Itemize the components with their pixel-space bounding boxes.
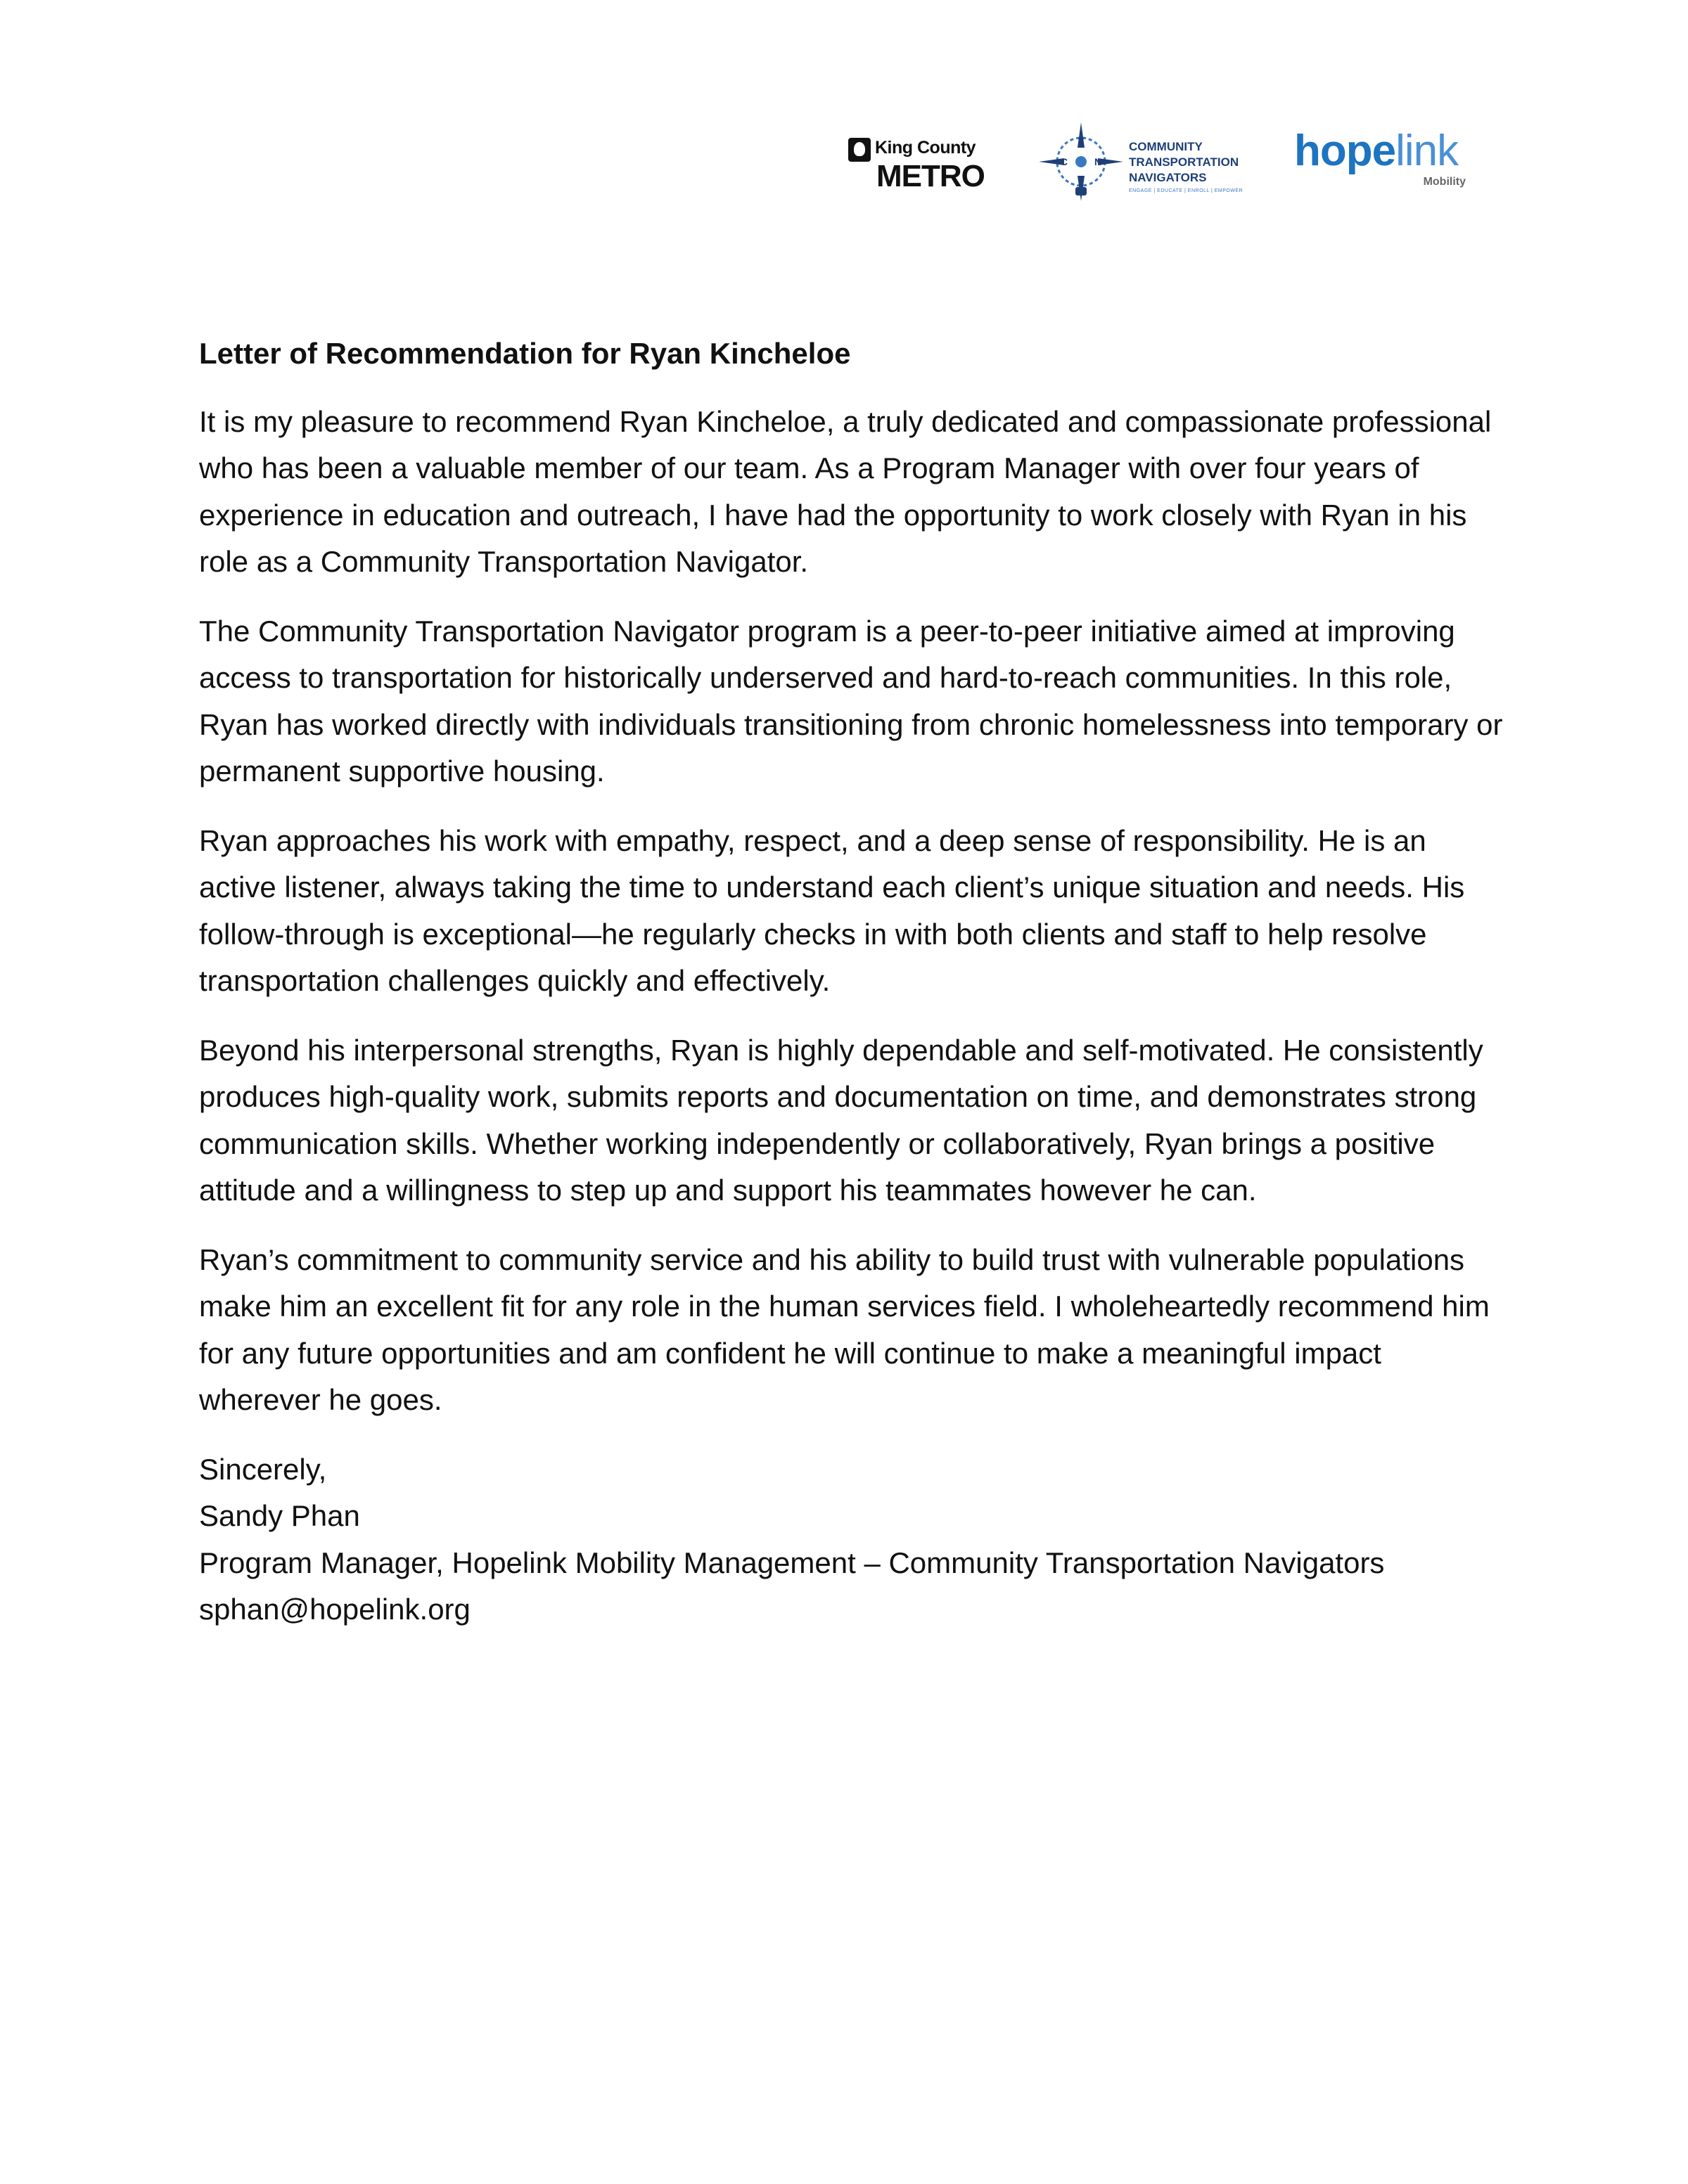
ctn-logo-text — [1129, 139, 1239, 186]
ctn-letter-n: N — [1094, 156, 1102, 167]
letter-paragraph: Ryan approaches his work with empathy, respect, and a deep sense of responsibility. He is an active listener, always taking the time to understand each client’s unique situation and needs. His follow-through is exceptional—he regularly checks in with both clients and staff to help resolve transportation challenges quickly and effectively. — [199, 823, 1465, 997]
king-county-crest-icon — [848, 138, 871, 162]
ctn-line-community: COMMUNITY — [1129, 140, 1203, 153]
letter-paragraph: Beyond his interpersonal strengths, Ryan is highly dependable and self-motivated. He consistently produces high-quality work, submits reports and documentation on time, and demonstrates strong communication skills. Whether working independently or collaboratively, Ryan brings a positive attitude and a willingness to step up and support his teammates however he can. — [199, 1033, 1483, 1207]
signer-name: Sandy Phan — [199, 1499, 360, 1532]
signer-email: sphan@hopelink.org — [199, 1593, 471, 1626]
hopelink-wordmark — [1294, 127, 1458, 176]
hopelink-wordmark-bold: hope — [1294, 127, 1396, 175]
letter-title: Letter of Recommendation for Ryan Kincheloe — [199, 337, 851, 370]
closing: Sincerely, — [199, 1452, 327, 1486]
ctn-line-transportation: TRANSPORTATION — [1129, 155, 1239, 169]
hopelink-mobility-label: Mobility — [1423, 176, 1466, 188]
community-transportation-navigators-logo — [1037, 120, 1262, 204]
king-county-logo-text: King County — [875, 138, 976, 158]
recommendation-letter — [199, 330, 1507, 1633]
signature-block — [199, 1446, 1507, 1633]
king-county-metro-logo — [848, 134, 1010, 197]
compass-icon — [1037, 120, 1129, 204]
metro-logo-text: METRO — [876, 159, 985, 193]
ctn-letter-c: C — [1060, 156, 1068, 167]
letter-paragraph: Ryan’s commitment to community service and his ability to build trust with vulnerable populations make him an excellent fit for any role in the human services field. I wholeheartedly recommend him for any future opportunities and am confident he will continue to make a meaningful impact wherever he goes. — [199, 1242, 1490, 1416]
letter-paragraph: It is my pleasure to recommend Ryan Kincheloe, a truly dedicated and compassionate professional who has been a valuable member of our team. As a Program Manager with over four years of experience in education and outreach, I have had the opportunity to work closely with Ryan in his role as a Community Transportation Navigator. — [199, 404, 1492, 578]
ctn-letter-t: T — [1078, 136, 1085, 147]
partner-logos — [837, 113, 1484, 204]
signer-title: Program Manager, Hopelink Mobility Management – Community Transportation Navigators — [199, 1546, 1385, 1579]
ctn-tagline: ENGAGE | EDUCATE | ENROLL | EMPOWER — [1129, 188, 1243, 193]
letter-paragraph: The Community Transportation Navigator program is a peer-to-peer initiative aimed at improving access to transportation for historically underserved and hard-to-reach communities. In this role, Ryan has worked directly with individuals transitioning from chronic homelessness into temporary or permanent supportive housing. — [199, 614, 1503, 788]
hopelink-mobility-logo — [1294, 127, 1484, 197]
hopelink-wordmark-light: link — [1395, 127, 1459, 175]
ctn-line-navigators: NAVIGATORS — [1129, 171, 1207, 184]
